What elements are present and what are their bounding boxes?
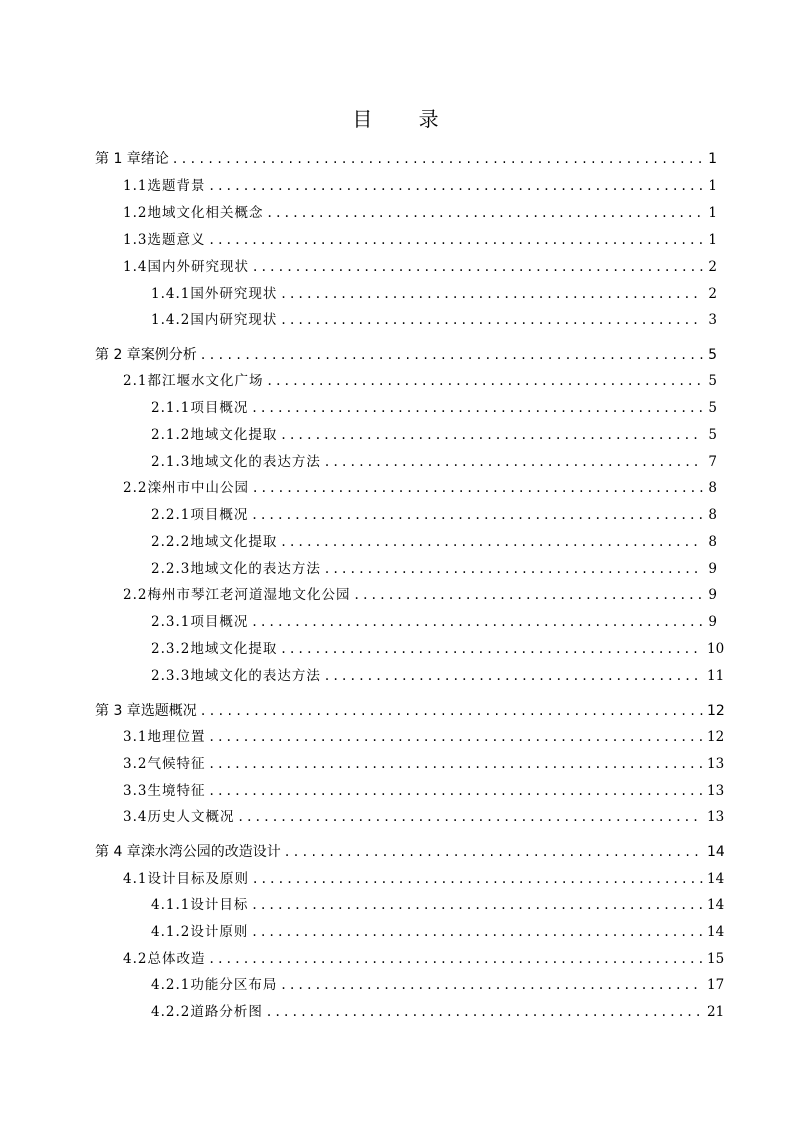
entry-title: 地域文化的表达方法 <box>190 561 321 577</box>
dot-leader <box>253 256 703 278</box>
dot-leader <box>252 397 703 419</box>
toc-entry-3-3[interactable] <box>123 780 725 802</box>
toc-entry-2-3-2[interactable] <box>151 638 725 660</box>
entry-number: 3.3 <box>123 783 148 799</box>
toc-entry-chapter-3[interactable] <box>95 700 725 722</box>
toc-entry-chapter-1[interactable] <box>95 148 717 170</box>
entry-page-number: 12 <box>707 729 725 745</box>
entry-page-number: 14 <box>707 897 725 913</box>
entry-number: 2.1.3 <box>151 454 191 470</box>
entry-number: 3.4 <box>123 809 148 825</box>
dot-leader <box>267 202 703 224</box>
toc-entry-1-1[interactable] <box>123 175 717 197</box>
entry-title: 国内研究现状 <box>190 312 278 328</box>
toc-entry-2-1[interactable] <box>123 370 717 392</box>
entry-page-number: 5 <box>708 373 717 389</box>
toc-entry-4-2[interactable] <box>123 948 725 970</box>
toc-entry-2-1-1[interactable] <box>151 397 717 419</box>
entry-page-number: 8 <box>708 534 717 550</box>
entry-number: 3.1 <box>123 729 148 745</box>
dot-leader <box>267 1001 703 1023</box>
entry-page-number: 12 <box>707 703 725 719</box>
dot-leader <box>201 700 703 722</box>
entry-number: 1.1 <box>123 178 148 194</box>
entry-page-number: 5 <box>708 427 717 443</box>
toc-entry-2-3-1[interactable] <box>151 611 717 633</box>
entry-page-number: 1 <box>708 232 717 248</box>
entry-title: 地域文化提取 <box>190 427 278 443</box>
entry-title: 都江堰水文化广场 <box>147 373 264 389</box>
entry-title: 梅州市琴江老河道湿地文化公园 <box>147 587 351 603</box>
toc-entry-3-4[interactable] <box>123 806 725 828</box>
entry-page-number: 9 <box>708 614 717 630</box>
entry-page-number: 13 <box>707 783 725 799</box>
entry-title: 设计目标及原则 <box>147 871 249 887</box>
toc-entry-2-1-2[interactable] <box>151 424 717 446</box>
toc-entry-4-1-1[interactable] <box>151 894 725 916</box>
dot-leader <box>173 148 703 170</box>
dot-leader <box>209 780 703 802</box>
dot-leader <box>253 477 703 499</box>
entry-page-number: 14 <box>707 871 725 887</box>
entry-number: 2.2.2 <box>151 534 191 550</box>
entry-title: 国内外研究现状 <box>147 259 249 275</box>
entry-title: 国外研究现状 <box>190 286 278 302</box>
entry-title: 案例分析 <box>140 347 197 363</box>
entry-number: 2.2 <box>123 587 148 603</box>
dot-leader <box>252 611 703 633</box>
entry-number: 第 3 章 <box>95 703 141 719</box>
entry-page-number: 2 <box>708 259 717 275</box>
entry-title: 气候特征 <box>147 756 206 772</box>
toc-entry-2-2-1[interactable] <box>151 504 717 526</box>
entry-title: 选题概况 <box>140 703 197 719</box>
entry-page-number: 1 <box>708 151 717 167</box>
toc-entry-2-1-3[interactable] <box>151 451 717 473</box>
entry-title: 滦州市中山公园 <box>147 480 249 496</box>
entry-page-number: 13 <box>707 756 725 772</box>
dot-leader <box>354 584 703 606</box>
toc-entry-4-1[interactable] <box>123 868 725 890</box>
dot-leader <box>252 894 703 916</box>
toc-entry-chapter-4[interactable] <box>95 841 725 863</box>
entry-number: 2.2.1 <box>151 507 191 523</box>
entry-title: 生境特征 <box>147 783 206 799</box>
entry-page-number: 21 <box>707 1004 725 1020</box>
dot-leader <box>281 531 703 553</box>
dot-leader <box>209 229 703 251</box>
entry-title: 设计目标 <box>190 897 249 913</box>
entry-number: 2.3.2 <box>151 641 191 657</box>
entry-title: 滦水湾公园的改造设计 <box>140 844 281 860</box>
entry-number: 4.1.2 <box>151 924 191 940</box>
dot-leader <box>252 504 703 526</box>
dot-leader <box>281 424 703 446</box>
entry-page-number: 10 <box>707 641 725 657</box>
entry-number: 4.2.2 <box>151 1004 191 1020</box>
dot-leader <box>281 638 703 660</box>
dot-leader <box>281 283 703 305</box>
toc-entry-2-2-2[interactable] <box>151 531 717 553</box>
entry-number: 1.2 <box>123 205 148 221</box>
dot-leader <box>238 806 703 828</box>
dot-leader <box>281 974 703 996</box>
entry-number: 第 4 章 <box>95 844 141 860</box>
dot-leader <box>281 309 703 331</box>
entry-title: 项目概况 <box>190 614 249 630</box>
toc-entry-1-4[interactable] <box>123 256 717 278</box>
dot-leader <box>209 726 703 748</box>
entry-title: 功能分区布局 <box>190 977 278 993</box>
toc-entry-2-3-3[interactable] <box>151 665 725 687</box>
dot-leader <box>201 344 703 366</box>
entry-title: 地域文化提取 <box>190 641 278 657</box>
entry-page-number: 13 <box>707 809 725 825</box>
dot-leader <box>285 841 703 863</box>
entry-number: 2.1.1 <box>151 400 191 416</box>
entry-title: 道路分析图 <box>190 1004 263 1020</box>
entry-page-number: 8 <box>708 507 717 523</box>
entry-page-number: 11 <box>707 668 725 684</box>
entry-number: 3.2 <box>123 756 148 772</box>
dot-leader <box>209 753 703 775</box>
dot-leader <box>209 948 703 970</box>
entry-number: 4.1 <box>123 871 148 887</box>
entry-title: 地域文化的表达方法 <box>190 454 321 470</box>
entry-number: 1.4 <box>123 259 148 275</box>
dot-leader <box>325 451 703 473</box>
entry-page-number: 14 <box>707 844 725 860</box>
entry-page-number: 1 <box>708 178 717 194</box>
entry-title: 选题意义 <box>147 232 206 248</box>
entry-page-number: 9 <box>708 587 717 603</box>
toc-entry-3-2[interactable] <box>123 753 725 775</box>
entry-page-number: 8 <box>708 480 717 496</box>
entry-title: 选题背景 <box>147 178 206 194</box>
entry-page-number: 9 <box>708 561 717 577</box>
toc-entry-1-3[interactable] <box>123 229 717 251</box>
entry-page-number: 17 <box>707 977 725 993</box>
entry-title: 总体改造 <box>147 951 206 967</box>
entry-title: 项目概况 <box>190 507 249 523</box>
toc-entry-4-1-2[interactable] <box>151 921 725 943</box>
entry-title: 地域文化相关概念 <box>147 205 264 221</box>
dot-leader <box>252 921 703 943</box>
entry-page-number: 15 <box>707 951 725 967</box>
toc-entry-1-2[interactable] <box>123 202 717 224</box>
entry-number: 1.4.1 <box>151 286 191 302</box>
toc-entry-3-1[interactable] <box>123 726 725 748</box>
toc-title: 目 录 <box>352 107 459 131</box>
entry-number: 1.4.2 <box>151 312 191 328</box>
entry-number: 2.1.2 <box>151 427 191 443</box>
entry-number: 2.1 <box>123 373 148 389</box>
entry-title: 历史人文概况 <box>147 809 235 825</box>
entry-page-number: 5 <box>708 347 717 363</box>
dot-leader <box>209 175 703 197</box>
entry-number: 4.2 <box>123 951 148 967</box>
entry-title: 地域文化的表达方法 <box>190 668 321 684</box>
dot-leader <box>325 558 703 580</box>
entry-number: 第 1 章 <box>95 151 141 167</box>
dot-leader <box>325 665 703 687</box>
entry-number: 1.3 <box>123 232 148 248</box>
entry-number: 4.1.1 <box>151 897 191 913</box>
toc-entry-1-4-2[interactable] <box>151 309 717 331</box>
toc-entry-chapter-2[interactable] <box>95 344 717 366</box>
dot-leader <box>253 868 703 890</box>
dot-leader <box>267 370 703 392</box>
entry-title: 项目概况 <box>190 400 249 416</box>
toc-entry-4-2-1[interactable] <box>151 974 725 996</box>
entry-page-number: 5 <box>708 400 717 416</box>
entry-page-number: 2 <box>708 286 717 302</box>
toc-entry-4-2-2[interactable] <box>151 1001 725 1023</box>
entry-title: 设计原则 <box>190 924 249 940</box>
entry-number: 2.2.3 <box>151 561 191 577</box>
toc-entry-2-2[interactable] <box>123 477 717 499</box>
toc-entry-1-4-1[interactable] <box>151 283 717 305</box>
entry-number: 第 2 章 <box>95 347 141 363</box>
entry-title: 地理位置 <box>147 729 206 745</box>
entry-page-number: 14 <box>707 924 725 940</box>
toc-entry-2-3[interactable] <box>123 584 717 606</box>
entry-page-number: 7 <box>708 454 717 470</box>
entry-number: 4.2.1 <box>151 977 191 993</box>
entry-number: 2.2 <box>123 480 148 496</box>
entry-page-number: 3 <box>708 312 717 328</box>
entry-page-number: 1 <box>708 205 717 221</box>
entry-number: 2.3.1 <box>151 614 191 630</box>
toc-entry-2-2-3[interactable] <box>151 558 717 580</box>
entry-title: 地域文化提取 <box>190 534 278 550</box>
entry-title: 绪论 <box>140 151 169 167</box>
entry-number: 2.3.3 <box>151 668 191 684</box>
